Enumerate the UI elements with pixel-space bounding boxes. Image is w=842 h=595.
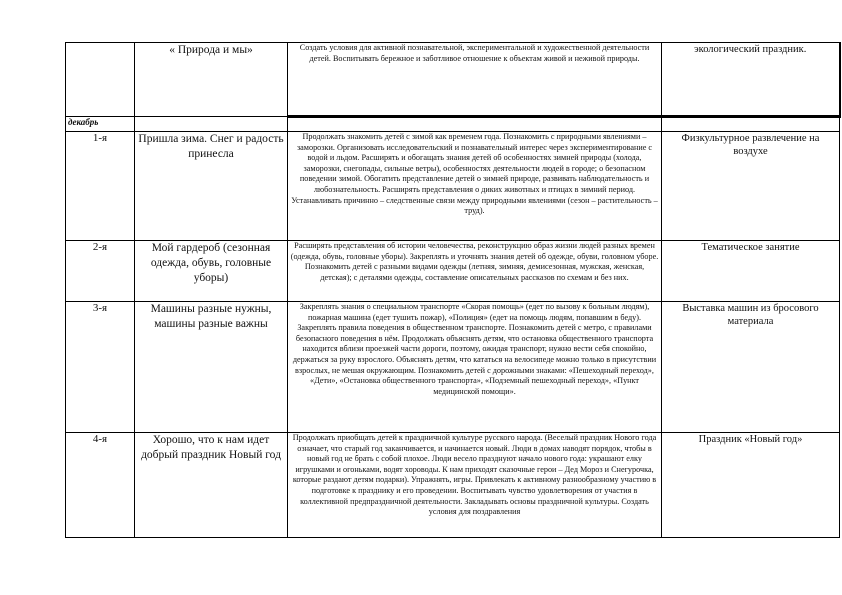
event-cell: Выставка машин из бросового материала — [662, 302, 840, 433]
table-row — [66, 132, 840, 241]
empty-cell — [662, 117, 840, 132]
topic-cell: Пришла зима. Снег и радость принесла — [135, 132, 288, 241]
table-row — [66, 302, 840, 433]
table-row — [66, 43, 840, 117]
topic-cell: « Природа и мы» — [135, 43, 288, 117]
week-cell — [66, 43, 135, 117]
table-row — [66, 241, 840, 302]
event-cell: Праздник «Новый год» — [662, 433, 840, 538]
empty-cell — [135, 117, 288, 132]
empty-cell — [288, 117, 662, 132]
topic-cell: Мой гардероб (сезонная одежда, обувь, головные уборы) — [135, 241, 288, 302]
week-cell: 2-я — [66, 241, 135, 302]
description-cell: Расширять представления об истории человечества, реконструкцию образ жизни людей разных времен (одежда, обувь, головные уборы). Закреплять и уточнять знания детей об одежде, обуви, головном уборе. Познакомить детей с разными видами одежды (летняя, зимняя, демисезонная, мужская, женская, детская); с деталями одежды, составление описательных рассказов по схемам и без них. — [288, 241, 662, 302]
week-cell: 4-я — [66, 433, 135, 538]
week-cell: 3-я — [66, 302, 135, 433]
event-cell: Физкультурное развлечение на воздухе — [662, 132, 840, 241]
topic-cell: Машины разные нужны, машины разные важны — [135, 302, 288, 433]
topic-cell: Хорошо, что к нам идет добрый праздник Новый год — [135, 433, 288, 538]
event-cell: экологический праздник. — [662, 43, 840, 117]
month-label: декабрь — [66, 117, 135, 132]
description-cell: Продолжать знакомить детей с зимой как временем года. Познакомить с природными явлениями – заморозки. Организовать исследовательский и познавательный интерес через экспериментирование с водой и льдом. Расширять и обогащать знания детей об особенностях зимней природы (холода, заморозки, снегопады, сильные ветры), особенностях деятельности людей в городе; о безопасном поведении зимой. Обогатить представление детей о зимней природе, развивать наблюдательность и любознательность. Расширять представления о диких животных и птицах в зимний период. Устанавливать причинно – следственные связи между природными явлениями (сезон – растительность – труд). — [288, 132, 662, 241]
month-row — [66, 117, 840, 132]
event-cell: Тематическое занятие — [662, 241, 840, 302]
plan-table — [65, 42, 841, 538]
description-cell: Закреплять знания о специальном транспорте «Скорая помощь» (едет по вызову к больным людям), пожарная машина (едет тушить пожар), «Полиция» (едет на помощь людям, попавшим в беду). Закреплять правила поведения в общественном транспорте. Познакомить детей с метро, с правилами безопасного поведения в нём. Продолжать объяснять детям, что остановка общественного транспорта находится вблизи проезжей части дороги, поэтому, ожидая транспорт, нужно вести себя спокойно, держаться за руку взрослого. Объяснять детям, что кататься на велосипеде можно только в присутствии взрослых, не мешая окружающим. Познакомить детей с дорожными знаками: «Пешеходный переход», «Дети», «Остановка общественного транспорта», «Подземный пешеходный переход», «Пункт медицинской помощи». — [288, 302, 662, 433]
description-cell: Продолжать приобщать детей к праздничной культуре русского народа. (Веселый праздник Нового года означает, что старый год заканчивается, и начинается новый. Люди в домах наводят порядок, чтобы в новый год не брать с собой плохое. Люди весело празднуют начало нового года: украшают елку игрушками и огоньками, водят хороводы. К нам приходят сказочные герои – Дед Мороз и Снегурочка, которые раздают детям подарки). Упражнять, игры. Привлекать к активному разнообразному участию в подготовке к празднику и его проведении. Воспитывать чувство удовлетворения от участия в коллективной предпраздничной деятельности. Закладывать основы праздничной культуры. Создать условия для поздравления — [288, 433, 662, 538]
week-cell: 1-я — [66, 132, 135, 241]
description-cell: Создать условия для активной познавательной, экспериментальной и художественной деятельности детей. Воспитывать бережное и заботливое отношение к объектам живой и неживой природы. — [288, 43, 662, 117]
table-row — [66, 433, 840, 538]
